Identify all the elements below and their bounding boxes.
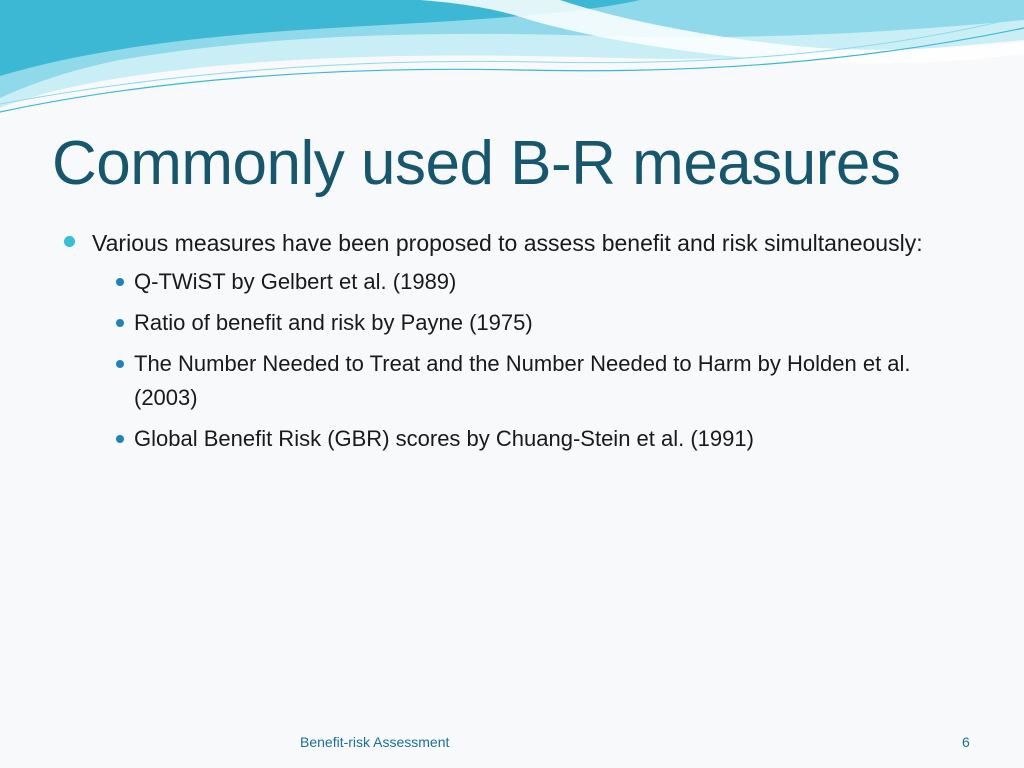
- slide-title: Commonly used B-R measures: [52, 129, 901, 198]
- sub-bullet-item: [92, 306, 962, 340]
- sub-bullet-dot-icon: [116, 319, 124, 327]
- sub-bullet-item: [92, 265, 962, 299]
- sub-bullet-text: Q-TWiST by Gelbert et al. (1989): [134, 269, 457, 294]
- header-wave-decoration: [0, 0, 1024, 120]
- slide-number: 6: [962, 734, 970, 750]
- sub-bullet-text: Ratio of benefit and risk by Payne (1975): [134, 310, 533, 335]
- sub-bullet-dot-icon: [116, 360, 124, 368]
- slide-footer: Benefit-risk Assessment: [300, 734, 450, 750]
- slide-body: [62, 226, 962, 463]
- sub-bullet-text: Global Benefit Risk (GBR) scores by Chuang-Stein et al. (1991): [134, 426, 754, 451]
- sub-bullet-item: [92, 347, 962, 415]
- sub-bullet-dot-icon: [116, 278, 124, 286]
- sub-bullet-item: [92, 422, 962, 456]
- bullet-list: [62, 226, 962, 456]
- sub-bullet-text: The Number Needed to Treat and the Number Needed to Harm by Holden et al. (2003): [134, 351, 911, 410]
- bullet-item: [62, 226, 962, 456]
- bullet-dot-icon: [64, 236, 75, 247]
- sub-bullet-dot-icon: [116, 435, 124, 443]
- sub-bullet-list: [92, 265, 962, 456]
- bullet-text: Various measures have been proposed to assess benefit and risk simultaneously:: [92, 230, 923, 256]
